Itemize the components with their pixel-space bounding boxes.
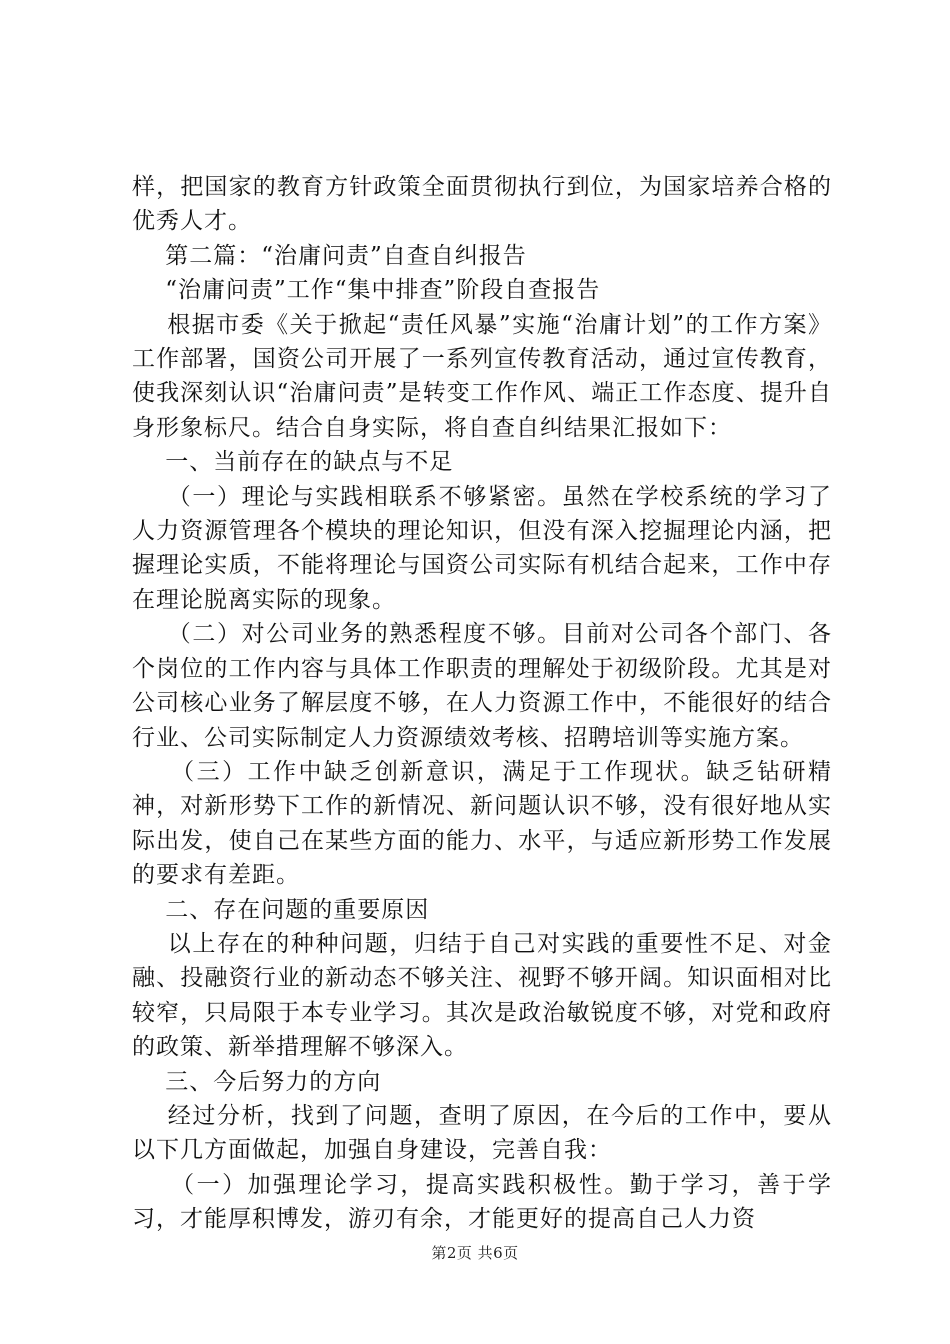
heading-shortcomings: 一、当前存在的缺点与不足 [132, 449, 454, 476]
document-body [132, 170, 832, 1237]
paragraph-reasons: 以上存在的种种问题，归结于自己对实践的重要性不足、对金融、投融资行业的新动态不够关注、视野不够开阔。知识面相对比较窄，只局限于本专业学习。其次是政治敏锐度不够，对党和政府的政策、新举措理解不够深入。 [132, 930, 832, 1061]
heading-reasons: 二、存在问题的重要原因 [132, 896, 430, 923]
paragraph-intro: 根据市委《关于掀起“责任风暴”实施“治庸计划”的工作方案》工作部署，国资公司开展了一系列宣传教育活动，通过宣传教育，使我深刻认识“治庸问责”是转变工作作风、端正工作态度、提升自身形象标尺。结合自身实际，将自查自纠结果汇报如下： [132, 311, 832, 441]
page-number-footer: 第2页 共6页 [431, 1244, 519, 1262]
paragraph-direction: 经过分析，找到了问题，查明了原因，在今后的工作中，要从以下几方面做起，加强自身建设，完善自我： [132, 1102, 832, 1164]
report-title: “治庸问责”工作“集中排查”阶段自查报告 [132, 277, 601, 304]
paragraph-item-3: （三）工作中缺乏创新意识，满足于工作现状。缺乏钻研精神，对新形势下工作的新情况、新问题认识不够，没有很好地从实际出发，使自己在某些方面的能力、水平，与适应新形势工作发展的要求有差距。 [132, 758, 833, 889]
paragraph-continuation: 样，把国家的教育方针政策全面贯彻执行到位，为国家培养合格的优秀人才。 [132, 174, 832, 235]
paragraph-item-1: （一）理论与实践相联系不够紧密。虽然在学校系统的学习了人力资源管理各个模块的理论知识，但没有深入挖掘理论内涵，把握理论实质，不能将理论与国资公司实际有机结合起来，工作中存在理论脱离实际的现象。 [132, 483, 832, 613]
paragraph-item-2: （二）对公司业务的熟悉程度不够。目前对公司各个部门、各个岗位的工作内容与具体工作职责的理解处于初级阶段。尤其是对公司核心业务了解层度不够，在人力资源工作中，不能很好的结合行业、公司实际制定人力资源绩效考核、招聘培训等实施方案。 [132, 621, 832, 751]
paragraph-direction-item-1: （一）加强理论学习，提高实践积极性。勤于学习，善于学习，才能厚积博发，游刃有余，才能更好的提高自己人力资 [132, 1171, 833, 1233]
section-heading-part-two: 第二篇：“治庸问责”自查自纠报告 [132, 242, 527, 269]
heading-direction: 三、今后努力的方向 [132, 1068, 382, 1095]
